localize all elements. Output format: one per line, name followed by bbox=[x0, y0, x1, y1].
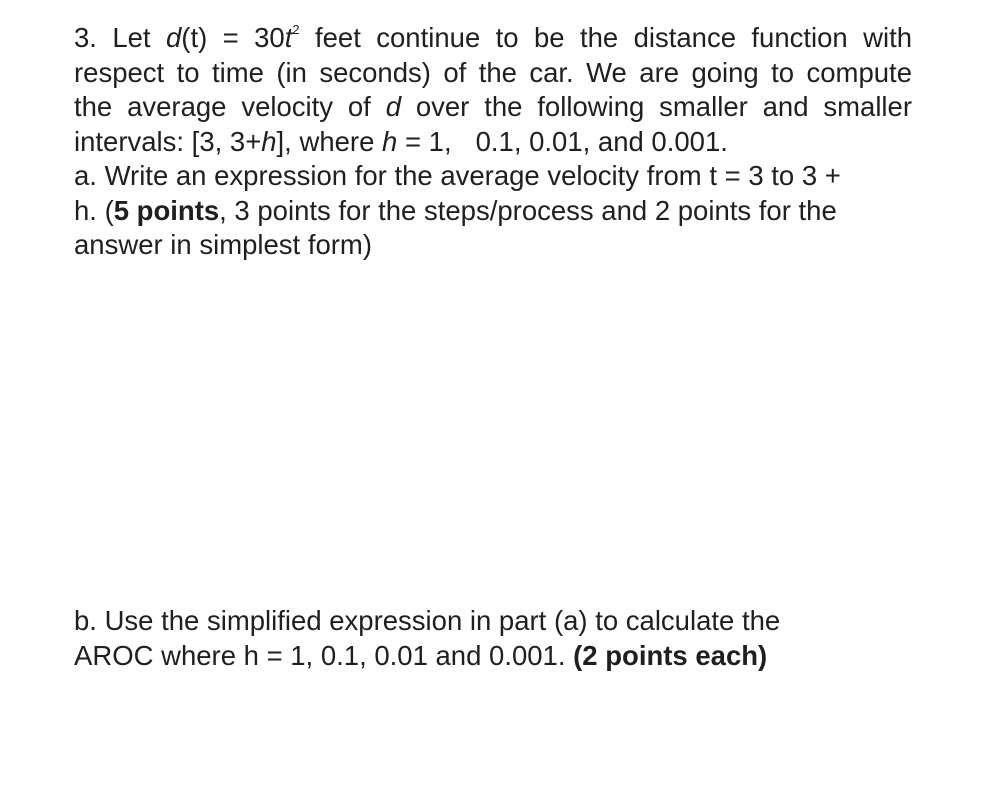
part-a-points: 5 points bbox=[113, 194, 220, 226]
question-3 bbox=[74, 21, 924, 263]
question-3-line-4: intervals: [3, 3+h], where h = 1, 0.1, 0.01, and 0.001. bbox=[74, 125, 728, 157]
distance-function-formula: $30t^2$ bbox=[254, 22, 300, 53]
question-number: 3. bbox=[74, 22, 97, 53]
part-a-line-1: a. Write an expression for the average velocity from t = 3 to 3 + bbox=[74, 160, 841, 191]
exponent: 2 bbox=[292, 22, 300, 37]
question-3-line-2: respect to time (in seconds) of the car. We are going to compute bbox=[74, 56, 912, 88]
part-b-points: (2 points each) bbox=[573, 639, 768, 671]
part-b-line-2: AROC where h = 1, 0.1, 0.01 and 0.001. (2 points each) bbox=[74, 639, 768, 671]
part-a-line-3: answer in simplest form) bbox=[74, 229, 372, 260]
part-b bbox=[74, 604, 924, 673]
function-d: d bbox=[165, 22, 182, 53]
part-b-line-1: b. Use the simplified expression in part (a) to calculate the bbox=[74, 605, 781, 636]
question-3-line-3: the average velocity of d over the following smaller and smaller bbox=[74, 91, 912, 122]
question-3-line-1: 3. Let $d(t) = 30t^2$ feet continue to be the distance function with bbox=[74, 22, 913, 53]
part-a-line-2: h. (5 points, 3 points for the steps/process and 2 points for the bbox=[74, 194, 837, 226]
